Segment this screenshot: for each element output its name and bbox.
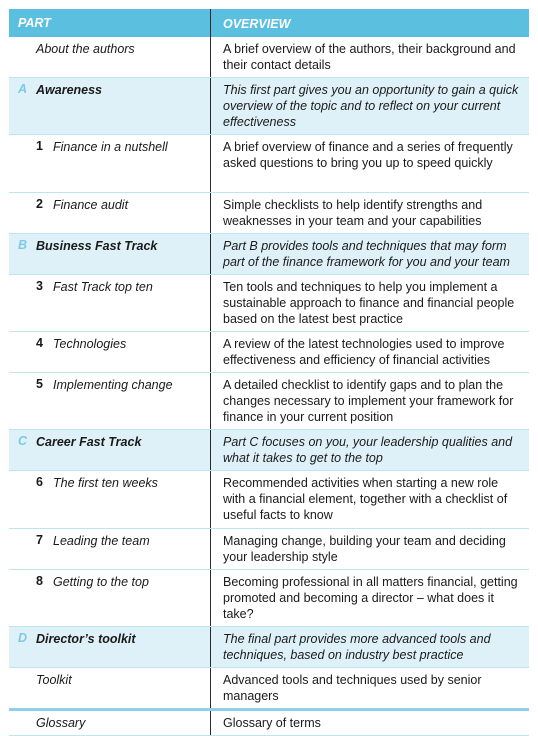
table-row bbox=[9, 668, 529, 708]
table-row bbox=[9, 373, 529, 430]
row-overview-cell: Becoming professional in all matters financial, getting promoted and becoming a director – what does it take? bbox=[223, 575, 518, 621]
part-title: About the authors bbox=[36, 42, 135, 56]
table-row bbox=[9, 37, 529, 78]
table-row bbox=[9, 529, 529, 570]
part-title: Implementing change bbox=[53, 378, 173, 392]
table-body bbox=[9, 37, 529, 736]
row-part-cell bbox=[9, 373, 211, 429]
table-row bbox=[9, 135, 529, 193]
row-part-cell bbox=[9, 627, 211, 667]
row-part-cell bbox=[9, 332, 211, 372]
table-header bbox=[9, 9, 529, 37]
table-row bbox=[9, 471, 529, 529]
row-overview-cell: Ten tools and techniques to help you implement a sustainable approach to finance and financial people based on the latest best practice bbox=[223, 280, 515, 326]
table-row bbox=[9, 234, 529, 275]
part-title: The first ten weeks bbox=[53, 476, 158, 490]
table-row bbox=[9, 627, 529, 668]
row-overview-cell: A review of the latest technologies used to improve effectiveness and efficiency of financial activities bbox=[223, 337, 505, 367]
part-title: Technologies bbox=[53, 337, 127, 351]
contents-table bbox=[9, 9, 529, 736]
chapter-number: 1 bbox=[36, 139, 43, 153]
chapter-number: 3 bbox=[36, 279, 43, 293]
chapter-number: 8 bbox=[36, 574, 43, 588]
chapter-number: 5 bbox=[36, 377, 43, 391]
row-overview-cell: A brief overview of finance and a series of frequently asked questions to bring you up to speed quickly bbox=[223, 140, 513, 170]
table-row bbox=[9, 275, 529, 332]
part-title: Toolkit bbox=[36, 673, 72, 687]
part-title: Finance in a nutshell bbox=[53, 140, 168, 154]
table-row bbox=[9, 193, 529, 234]
part-title: Fast Track top ten bbox=[53, 280, 153, 294]
part-title: Finance audit bbox=[53, 198, 129, 212]
row-overview-cell: This first part gives you an opportunity to gain a quick overview of the topic and to reflect on your current effectiveness bbox=[223, 83, 519, 129]
row-overview-cell: Part B provides tools and techniques that may form part of the finance framework for you and your team bbox=[223, 239, 510, 269]
row-overview-cell: Glossary of terms bbox=[223, 716, 321, 730]
part-letter: A bbox=[18, 82, 28, 96]
part-letter: D bbox=[18, 631, 28, 645]
part-title: Business Fast Track bbox=[36, 239, 158, 253]
row-overview-cell: Recommended activities when starting a new role with a financial element, together with a checklist of useful facts to know bbox=[223, 476, 508, 522]
table-row bbox=[9, 570, 529, 627]
row-part-cell bbox=[9, 135, 211, 192]
row-overview-cell: A detailed checklist to identify gaps and to plan the changes necessary to implement your framework for finance in your current position bbox=[223, 378, 514, 424]
part-title: Director’s toolkit bbox=[36, 632, 136, 646]
row-overview-cell: Managing change, building your team and deciding your leadership style bbox=[223, 534, 506, 564]
row-part-cell bbox=[9, 529, 211, 569]
part-title: Glossary bbox=[36, 716, 86, 730]
table-row bbox=[9, 711, 529, 736]
part-title: Getting to the top bbox=[53, 575, 149, 589]
part-letter: C bbox=[18, 434, 28, 448]
row-part-cell bbox=[9, 37, 211, 77]
chapter-number: 2 bbox=[36, 197, 43, 211]
row-overview-cell: A brief overview of the authors, their background and their contact details bbox=[223, 42, 516, 72]
row-overview-cell: Part C focuses on you, your leadership qualities and what it takes to get to the top bbox=[223, 435, 513, 465]
row-part-cell bbox=[9, 275, 211, 331]
row-part-cell bbox=[9, 471, 211, 528]
header-overview: OVERVIEW bbox=[223, 17, 291, 31]
part-title: Leading the team bbox=[53, 534, 150, 548]
chapter-number: 6 bbox=[36, 475, 43, 489]
table-row bbox=[9, 78, 529, 135]
row-part-cell bbox=[9, 78, 211, 134]
row-part-cell bbox=[9, 430, 211, 470]
part-title: Awareness bbox=[36, 83, 103, 97]
header-part: PART bbox=[9, 9, 211, 37]
table-row bbox=[9, 430, 529, 471]
chapter-number: 7 bbox=[36, 533, 43, 547]
row-part-cell bbox=[9, 234, 211, 274]
row-overview-cell: Advanced tools and techniques used by senior managers bbox=[223, 673, 482, 703]
row-overview-cell: The final part provides more advanced tools and techniques, based on industry best practice bbox=[223, 632, 491, 662]
row-part-cell bbox=[9, 570, 211, 626]
part-letter: B bbox=[18, 238, 28, 252]
row-part-cell bbox=[9, 193, 211, 233]
part-title: Career Fast Track bbox=[36, 435, 142, 449]
chapter-number: 4 bbox=[36, 336, 43, 350]
row-part-cell bbox=[9, 668, 211, 708]
row-overview-cell: Simple checklists to help identify strengths and weaknesses in your team and your capabilities bbox=[223, 198, 483, 228]
row-part-cell bbox=[9, 711, 211, 735]
table-row bbox=[9, 332, 529, 373]
